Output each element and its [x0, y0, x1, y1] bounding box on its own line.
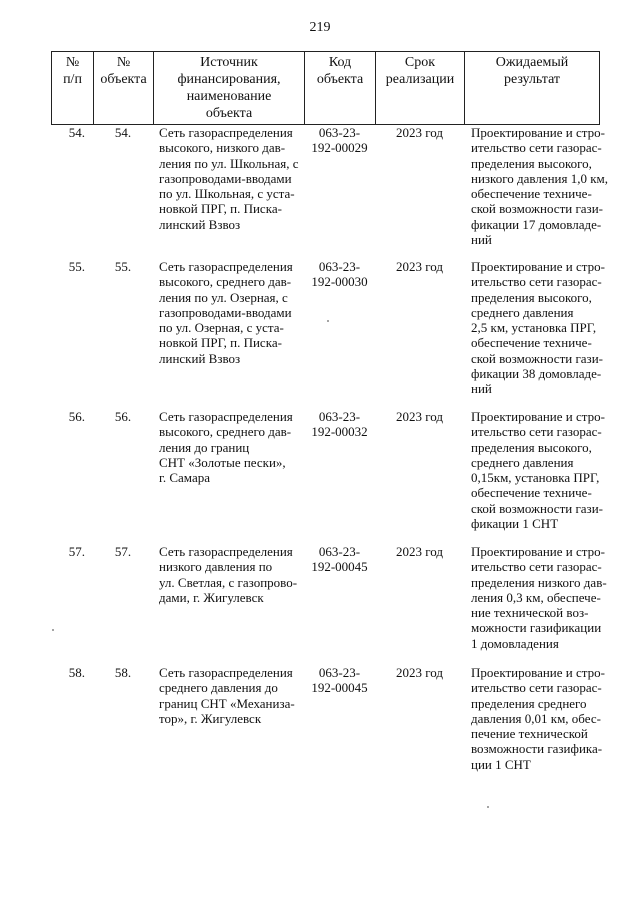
cell-name — [153, 125, 304, 259]
cell-name-line: по ул. Школьная, с уста- — [159, 186, 295, 202]
cell-object-num: 57. — [114, 544, 132, 559]
header-line: Источник — [200, 55, 258, 70]
cell-name-line: ления по ул. Школьная, с — [159, 155, 299, 171]
cell-object-num: 56. — [114, 409, 132, 424]
cell-result-line: фикации 38 домовладе- — [471, 366, 602, 382]
cell-result-line: обеспечение техниче- — [471, 335, 592, 351]
cell-code-line: 192-00032 — [311, 424, 368, 440]
cell-result — [464, 409, 611, 544]
cell-code-line: 063-23- — [318, 665, 361, 680]
cell-result-line: пределения высокого, — [471, 155, 592, 171]
cell-code-line: 192-00045 — [311, 559, 368, 575]
cell-num: 56. — [68, 409, 85, 424]
cell-name-line: границ СНТ «Механиза- — [159, 695, 295, 711]
cell-result-line: фикации 17 домовладе- — [471, 216, 602, 232]
cell-result — [464, 259, 611, 409]
cell-object-num: 58. — [114, 665, 132, 680]
cell-result-line: ительство сети газорас- — [471, 424, 602, 440]
cell-result-line: ительство сети газорас- — [471, 140, 602, 156]
cell-result-line: Проектирование и стро- — [471, 259, 605, 274]
table-row — [51, 259, 611, 409]
cell-name — [153, 544, 304, 665]
cell-name-line: среднего давления до — [159, 680, 278, 696]
cell-name-line: высокого, среднего дав- — [159, 274, 292, 290]
header-object-num — [94, 52, 154, 125]
cell-num: 54. — [68, 125, 85, 140]
cell-code-line: 192-00029 — [311, 140, 368, 156]
cell-result-line: Проектирование и стро- — [471, 544, 605, 559]
cell-result-line: ний — [471, 232, 492, 248]
cell-num: 57. — [68, 544, 85, 559]
cell-result-line: давления 0,01 км, обес- — [471, 710, 601, 726]
cell-code-line: 063-23- — [318, 125, 361, 140]
cell-result-line: 2,5 км, установка ПРГ, — [471, 320, 597, 336]
cell-num: 55. — [68, 259, 85, 274]
cell-name-line: линский Взвоз — [159, 216, 241, 232]
cell-num: 58. — [68, 665, 85, 680]
header-line: № — [65, 55, 80, 70]
cell-name-line: ления по ул. Озерная, с — [159, 289, 288, 305]
cell-result-line: ительство сети газорас- — [471, 274, 602, 290]
cell-result-line: обеспечение техниче- — [471, 186, 592, 202]
cell-object-num: 55. — [114, 259, 132, 274]
cell-code-line: 063-23- — [318, 544, 361, 559]
header-source — [154, 52, 305, 125]
scan-speck — [487, 806, 489, 808]
cell-name-line: новкой ПРГ, п. Писка- — [159, 201, 282, 217]
cell-result-line: ительство сети газорас- — [471, 680, 602, 696]
cell-code — [304, 259, 375, 409]
header-row — [52, 52, 600, 125]
cell-name-line: низкого давления по — [159, 559, 273, 575]
cell-term: 2023 год — [396, 125, 443, 140]
cell-result-line: среднего давления — [471, 454, 574, 470]
cell-code — [304, 544, 375, 665]
scan-speck — [52, 629, 54, 631]
header-line: п/п — [63, 72, 82, 87]
header-line: финансирования, — [177, 72, 281, 87]
cell-result — [464, 544, 611, 665]
cell-result-line: 1 домовладения — [471, 635, 559, 651]
cell-name-line: Сеть газораспределения — [159, 665, 293, 680]
header-term — [376, 52, 465, 125]
header-line: объекта — [316, 72, 364, 87]
cell-name-line: Сеть газораспределения — [159, 409, 293, 424]
cell-term: 2023 год — [396, 259, 443, 274]
header-line: Срок — [404, 55, 436, 70]
cell-name — [153, 259, 304, 409]
header-line: реализации — [385, 72, 455, 87]
header-line: Код — [328, 55, 352, 70]
cell-result-line: ской возможности гази- — [471, 350, 603, 366]
cell-result-line: ительство сети газорас- — [471, 559, 602, 575]
header-num — [52, 52, 94, 125]
cell-name-line: высокого, среднего дав- — [159, 424, 292, 440]
cell-name-line: газопроводами-вводами — [159, 304, 292, 320]
header-result — [465, 52, 600, 125]
header-line: объекта — [100, 72, 147, 87]
cell-name-line: дами, г. Жигулевск — [159, 589, 264, 605]
cell-result-line: ской возможности гази- — [471, 201, 603, 217]
cell-result-line: Проектирование и стро- — [471, 409, 605, 424]
cell-name-line: г. Самара — [159, 470, 210, 486]
header-code — [305, 52, 376, 125]
cell-object-num: 54. — [114, 125, 132, 140]
cell-name-line: Сеть газораспределения — [159, 125, 293, 140]
cell-result-line: пределения низкого дав- — [471, 574, 607, 590]
cell-result-line: обеспечение техниче- — [471, 485, 592, 501]
cell-result-line: Проектирование и стро- — [471, 125, 605, 140]
cell-name-line: Сеть газораспределения — [159, 259, 293, 274]
table-row — [51, 544, 611, 665]
cell-result-line: ской возможности гази- — [471, 500, 603, 516]
header-line: наименование — [186, 89, 272, 104]
cell-result-line: можности газификации — [471, 620, 602, 636]
cell-name-line: Сеть газораспределения — [159, 544, 293, 559]
table-row — [51, 665, 611, 815]
cell-result-line: пределения высокого, — [471, 289, 592, 305]
cell-name-line: новкой ПРГ, п. Писка- — [159, 335, 282, 351]
cell-result-line: печение технической — [471, 726, 588, 742]
cell-code-line: 192-00045 — [311, 680, 368, 696]
cell-result-line: ний — [471, 381, 492, 397]
table-body — [51, 125, 611, 815]
cell-name-line: газопроводами-вводами — [159, 170, 292, 186]
cell-result-line: ние технической воз- — [471, 605, 589, 621]
cell-code — [304, 125, 375, 259]
cell-name — [153, 665, 304, 815]
page-number: 219 — [309, 20, 331, 35]
cell-code-line: 192-00030 — [311, 274, 368, 290]
cell-result-line: ления 0,3 км, обеспече- — [471, 589, 601, 605]
cell-name-line: СНТ «Золотые пески», — [159, 454, 286, 470]
cell-result-line: 0,15км, установка ПРГ, — [471, 470, 600, 486]
cell-name-line: ления до границ — [159, 439, 250, 455]
header-line: результат — [503, 72, 561, 87]
cell-name-line: линский Взвоз — [159, 350, 241, 366]
cell-result — [464, 125, 611, 259]
table-header — [51, 51, 600, 125]
cell-term: 2023 год — [396, 544, 443, 559]
table-row — [51, 125, 611, 259]
cell-result-line: пределения среднего — [471, 695, 587, 711]
cell-result-line: ции 1 СНТ — [471, 756, 531, 772]
table-row — [51, 409, 611, 544]
cell-result-line: среднего давления — [471, 304, 574, 320]
cell-name — [153, 409, 304, 544]
cell-result-line: низкого давления 1,0 км, — [471, 170, 609, 186]
header-line: Ожидаемый — [495, 55, 569, 70]
cell-term: 2023 год — [396, 665, 443, 680]
cell-term: 2023 год — [396, 409, 443, 424]
cell-code-line: 063-23- — [318, 409, 361, 424]
cell-result-line: возможности газифика- — [471, 741, 603, 757]
cell-code — [304, 409, 375, 544]
header-line: объекта — [205, 106, 253, 121]
cell-name-line: по ул. Озерная, с уста- — [159, 320, 284, 336]
cell-code — [304, 665, 375, 815]
cell-code-line: 063-23- — [318, 259, 361, 274]
cell-name-line: ул. Светлая, с газопрово- — [159, 574, 298, 590]
cell-name-line: тор», г. Жигулевск — [159, 710, 262, 726]
scan-speck — [327, 320, 329, 322]
cell-result — [464, 665, 611, 815]
cell-name-line: высокого, низкого дав- — [159, 140, 286, 156]
cell-result-line: фикации 1 СНТ — [471, 516, 559, 532]
header-line: № — [116, 55, 131, 70]
cell-result-line: Проектирование и стро- — [471, 665, 605, 680]
cell-result-line: пределения высокого, — [471, 439, 592, 455]
